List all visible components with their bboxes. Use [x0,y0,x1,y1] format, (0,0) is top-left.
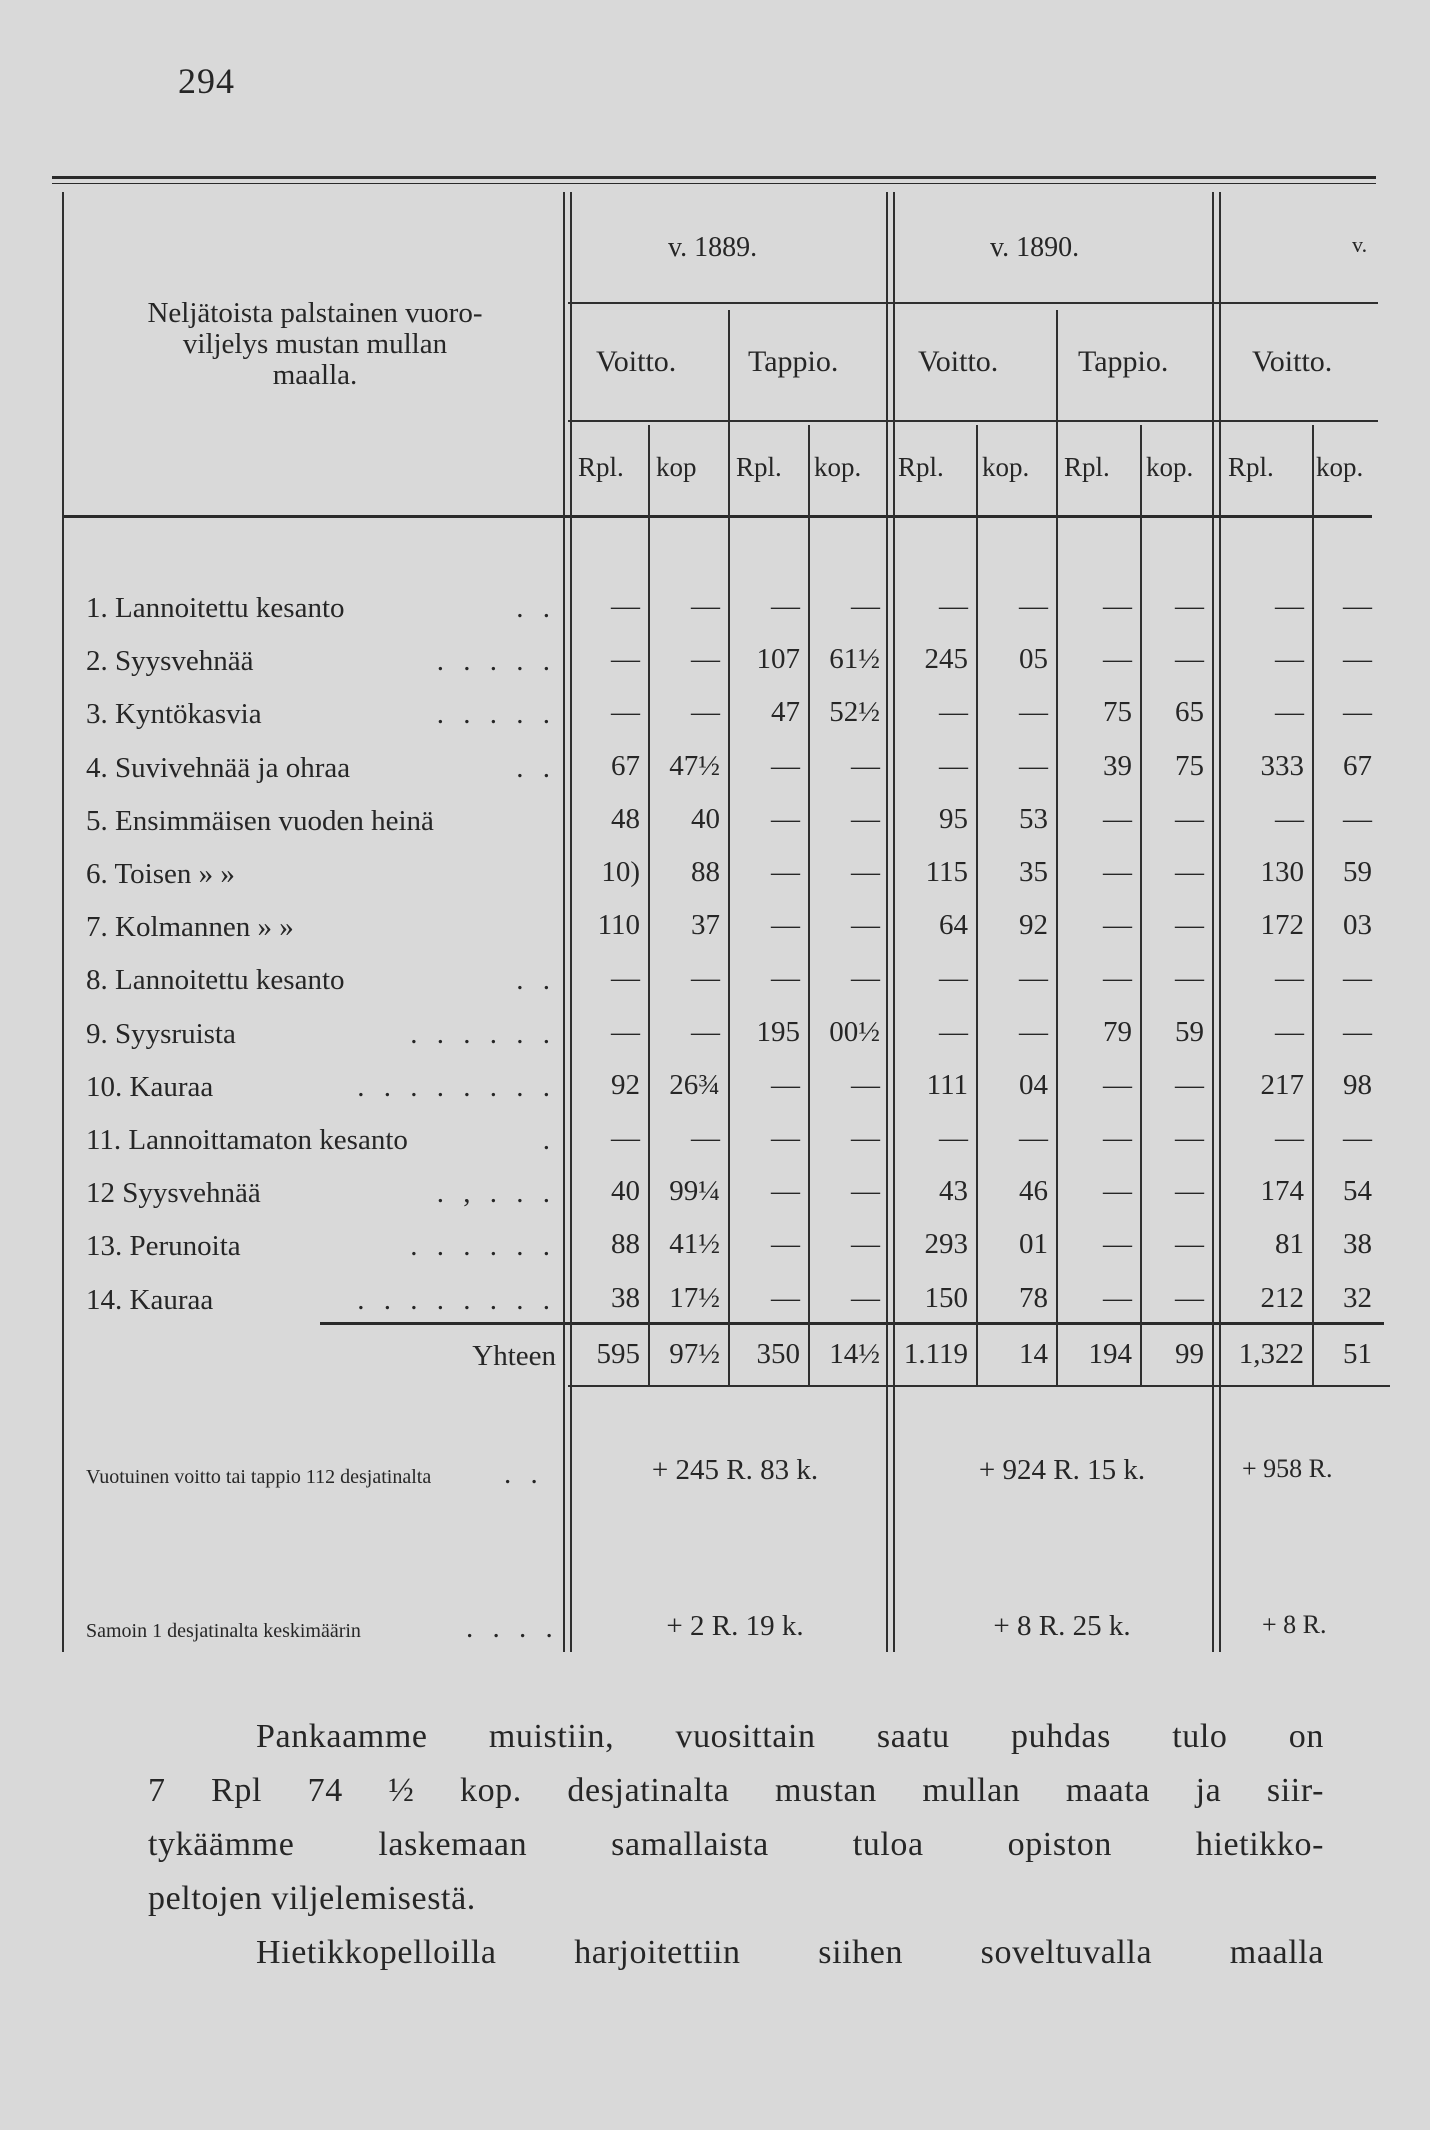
table-cell: — [1175,590,1204,622]
row-label-dots: . . . . . . . . [357,1284,556,1316]
table-cell: — [1343,803,1372,835]
unit-kop: kop [656,452,697,482]
description-line: viljelys mustan mullan [182,328,448,360]
table-cell: 107 [756,643,800,675]
table-cell: 245 [924,643,968,675]
table-cell: 40 [611,1175,640,1207]
table-cell: 48 [611,803,640,835]
page-number: 294 [178,61,235,101]
total-cell: 595 [596,1338,640,1370]
table-cell: — [1019,750,1048,782]
total-cell: 99 [1175,1338,1204,1370]
table-cell: — [1175,856,1204,888]
table-cell: 88 [611,1228,640,1260]
table-cell: 38 [1343,1228,1372,1260]
table-cell: — [939,750,968,782]
table-cell: — [939,590,968,622]
table-cell: 59 [1343,856,1372,888]
table-cell: 111 [926,1069,968,1101]
vt-1890-divider [1056,310,1058,1385]
row-label-dots: . . . . . . [410,1230,556,1262]
table-cell: — [1175,803,1204,835]
paragraph-line: tykäämme laskemaan samallaista tuloa opiston hietikko- [148,1826,1324,1863]
annual-label [86,1458,544,1491]
average-label-text: Samoin 1 desjatinalta keskimäärin [86,1620,361,1642]
table-cell: 52½ [829,696,880,728]
table-cell: — [939,962,968,994]
row-label: 9. Syysruista [86,1018,236,1050]
row-label-dots: . . . . . . . . [357,1071,556,1103]
table-cell: — [611,643,640,675]
table-cell: 39 [1103,750,1132,782]
table-cell: 40 [691,803,720,835]
vt-1889-divider [728,310,730,1385]
table-cell: — [1019,1122,1048,1154]
unit-kop: kop. [1146,452,1194,482]
table-cell: — [691,643,720,675]
table-cell: 04 [1019,1069,1048,1101]
table-cell: 172 [1260,909,1304,941]
col-9-divider [1312,425,1314,1385]
row-label: 1. Lannoitettu kesanto [86,592,345,624]
total-cell: 97½ [669,1338,720,1370]
table-cell: 41½ [669,1228,720,1260]
table-cell: 333 [1260,750,1304,782]
table-cell: — [1103,1069,1132,1101]
total-cell: 14½ [829,1338,880,1370]
table-cell: 88 [691,856,720,888]
paragraph-line: peltojen viljelemisestä. [148,1880,476,1917]
year-header-next: v. [1352,232,1368,257]
table-cell: 75 [1175,750,1204,782]
row-label: 14. Kauraa [86,1284,214,1316]
year-1889-right-2 [893,192,895,1652]
paragraph-line: 7 Rpl 74 ½ kop. desjatinalta mustan mullan maata ja siir- [148,1772,1324,1809]
row-label: 6. Toisen » » [86,858,235,890]
annual-label-text: Vuotuinen voitto tai tappio 112 desjatinalta [86,1466,432,1488]
table-cell: — [691,962,720,994]
body-text [148,1710,1324,1980]
table-cell: 00½ [829,1016,880,1048]
row-label: 8. Lannoitettu kesanto [86,964,345,996]
unit-kop: kop. [982,452,1030,482]
table-cell: — [611,962,640,994]
table-cell: 217 [1260,1069,1304,1101]
table-cell: — [1175,1122,1204,1154]
subheader-voitto: Voitto. [1252,345,1333,378]
unit-kop: kop. [814,452,862,482]
table-cell: 130 [1260,856,1304,888]
table-cell: 95 [939,803,968,835]
table-cell: 75 [1103,696,1132,728]
table-cell: 59 [1175,1016,1204,1048]
table-cell: — [611,696,640,728]
subheader-voitto: Voitto. [596,345,677,378]
table-cell: — [851,1175,880,1207]
total-cell: 350 [756,1338,800,1370]
table-cell: — [771,909,800,941]
table-cell: — [611,1122,640,1154]
table-cell: — [851,750,880,782]
table-cell: — [1175,1069,1204,1101]
table-cell: — [1175,1282,1204,1314]
unit-rpl: Rpl. [736,452,782,482]
table-cell: 47½ [669,750,720,782]
average-value-1889: + 2 R. 19 k. [666,1610,804,1642]
table-cell: — [771,1282,800,1314]
annual-value-1889: + 245 R. 83 k. [651,1454,819,1486]
row-label: 7. Kolmannen » » [86,911,294,943]
table-cell: 195 [756,1016,800,1048]
table-cell: — [691,590,720,622]
table-cell: — [771,1122,800,1154]
table-cell: — [691,1016,720,1048]
annual-value-next: + 958 R. [1242,1454,1333,1483]
table-cell: 115 [925,856,968,888]
table-cell: 67 [611,750,640,782]
table-cell: — [851,1282,880,1314]
table-cell: 92 [1019,909,1048,941]
table-cell: — [691,696,720,728]
table-cell: 47 [771,696,800,728]
table-cell: — [691,1122,720,1154]
average-label [86,1612,559,1645]
table-cell: 35 [1019,856,1048,888]
annual-value-1890: + 924 R. 15 k. [978,1454,1146,1486]
row-label: 11. Lannoittamaton kesanto [86,1124,408,1156]
row-label: 10. Kauraa [86,1071,214,1103]
table-cell: — [851,1069,880,1101]
table-cell: — [1103,1175,1132,1207]
table-cell: 81 [1275,1228,1304,1260]
table-cell: — [939,1122,968,1154]
table-cell: 65 [1175,696,1204,728]
col-7-divider [1140,425,1142,1385]
table-cell: — [939,696,968,728]
row-label-dots: . [542,1124,556,1156]
table-cell: — [1103,1122,1132,1154]
unit-rpl: Rpl. [578,452,624,482]
table-cell: 03 [1343,909,1372,941]
total-cell: 14 [1019,1338,1048,1370]
average-value-1890: + 8 R. 25 k. [993,1610,1131,1642]
annual-label-dots: . . [504,1458,544,1490]
year-1889-right [886,192,888,1652]
table-cell: — [1019,1016,1048,1048]
table-cell: — [1103,1228,1132,1260]
unit-rpl: Rpl. [1228,452,1274,482]
total-cell: 51 [1343,1338,1372,1370]
table-cell: — [939,1016,968,1048]
top-rule [52,176,1376,179]
total-cell: 1,322 [1238,1338,1304,1370]
row-label-dots: . , . . . [436,1177,556,1209]
paragraph-line: Pankaamme muistiin, vuosittain saatu puhdas tulo on [256,1718,1324,1755]
table-cell: — [1175,1228,1204,1260]
table-cell: — [1275,590,1304,622]
table-cell: — [771,962,800,994]
row-label-dots: . . [516,964,556,996]
year-1890-right-2 [1219,192,1221,1652]
row-label-dots: . . . . . [436,645,556,677]
table-cell: — [1343,1122,1372,1154]
table-cell: — [1019,962,1048,994]
description-line: maalla. [272,359,358,391]
row-label: 4. Suvivehnää ja ohraa [86,752,351,784]
table-cell: — [771,1069,800,1101]
table-cell: — [851,856,880,888]
table-cell: 38 [611,1282,640,1314]
paragraph-line: Hietikkopelloilla harjoitettiin siihen soveltuvalla maalla [256,1934,1324,1971]
total-top-rule [320,1322,1384,1325]
year-divider [568,302,1378,304]
table-cell: — [1103,1282,1132,1314]
table-cell: 46 [1019,1175,1048,1207]
total-bottom-rule [568,1385,1390,1387]
stub-divider-2 [570,192,572,1652]
table-cell: 79 [1103,1016,1132,1048]
table-cell: 26¾ [669,1069,720,1101]
row-label: 12 Syysvehnää [86,1177,261,1209]
subheader-divider [568,420,1378,422]
table-cell: — [1275,696,1304,728]
year-1890-right [1212,192,1214,1652]
table-cell: 53 [1019,803,1048,835]
table-cell: — [1275,643,1304,675]
total-cell: 1.119 [903,1338,968,1370]
subheader-tappio: Tappio. [748,345,839,378]
table-cell: — [1343,696,1372,728]
table-cell: — [1175,643,1204,675]
table-cell: — [1103,590,1132,622]
table-cell: — [771,803,800,835]
unit-rpl: Rpl. [1064,452,1110,482]
row-label-dots: . . . . . [436,698,556,730]
table-cell: 43 [939,1175,968,1207]
table-cell: — [1103,643,1132,675]
stub-divider [563,192,565,1652]
row-label-dots: . . [516,592,556,624]
table-description [80,298,550,391]
table-cell: — [1275,962,1304,994]
table-cell: — [611,590,640,622]
row-label-dots: . . [516,752,556,784]
table-cell: 99¼ [669,1175,720,1207]
total-label: Yhteen [472,1340,556,1372]
table-cell: — [851,1122,880,1154]
table-cell: 17½ [669,1282,720,1314]
unit-rpl: Rpl. [898,452,944,482]
table-cell: — [851,909,880,941]
table-cell: — [1275,1122,1304,1154]
table-cell: — [1103,803,1132,835]
table-cell: 37 [691,909,720,941]
row-label: 3. Kyntökasvia [86,698,262,730]
table-cell: — [1103,909,1132,941]
year-header-1889: v. 1889. [668,232,758,263]
table-cell: — [851,803,880,835]
table-cell: — [1103,856,1132,888]
table-cell: — [1343,962,1372,994]
table-cell: — [771,750,800,782]
table-cell: 98 [1343,1069,1372,1101]
table-cell: — [1343,1016,1372,1048]
row-label: 2. Syysvehnää [86,645,254,677]
table-cell: 61½ [829,643,880,675]
table-cell: — [771,856,800,888]
table-cell: — [1103,962,1132,994]
col-1-divider [648,425,650,1385]
description-line: Neljätoista palstainen vuoro- [147,297,483,329]
table-cell: — [1343,643,1372,675]
row-label-dots: . . . . . . [410,1018,556,1050]
table-cell: 10) [601,856,640,888]
table-cell: 67 [1343,750,1372,782]
col-3-divider [808,425,810,1385]
col-5-divider [976,425,978,1385]
unit-kop: kop. [1316,452,1364,482]
table-cell: — [1175,1175,1204,1207]
subheader-tappio: Tappio. [1078,345,1169,378]
table-cell: — [1019,696,1048,728]
year-header-1890: v. 1890. [990,232,1080,263]
table-cell: — [1275,803,1304,835]
table-cell: — [1175,962,1204,994]
average-label-dots: . . . . [466,1612,559,1644]
table-cell: — [771,1175,800,1207]
table-cell: 212 [1260,1282,1304,1314]
table-cell: — [1019,590,1048,622]
table-cell: — [1275,1016,1304,1048]
stub-left-edge [62,192,64,1652]
table-cell: 92 [611,1069,640,1101]
row-label: 13. Perunoita [86,1230,241,1262]
table-cell: — [771,590,800,622]
table-cell: — [611,1016,640,1048]
table-cell: — [851,1228,880,1260]
table-cell: — [851,962,880,994]
table-cell: 150 [924,1282,968,1314]
table-cell: — [771,1228,800,1260]
table-cell: 64 [939,909,968,941]
total-cell: 194 [1088,1338,1132,1370]
average-value-next: + 8 R. [1262,1610,1327,1639]
table-cell: 293 [924,1228,968,1260]
top-rule-thin [52,183,1376,184]
table-cell: 54 [1343,1175,1372,1207]
table-cell: 110 [597,909,640,941]
subheader-voitto: Voitto. [918,345,999,378]
table-cell: 05 [1019,643,1048,675]
table-cell: — [1175,909,1204,941]
table-cell: — [1343,590,1372,622]
header-bottom-rule [62,515,1372,518]
table-cell: 01 [1019,1228,1048,1260]
row-label: 5. Ensimmäisen vuoden heinä [86,805,434,837]
table-cell: 78 [1019,1282,1048,1314]
table-cell: — [851,590,880,622]
table-cell: 32 [1343,1282,1372,1314]
table-cell: 174 [1260,1175,1304,1207]
